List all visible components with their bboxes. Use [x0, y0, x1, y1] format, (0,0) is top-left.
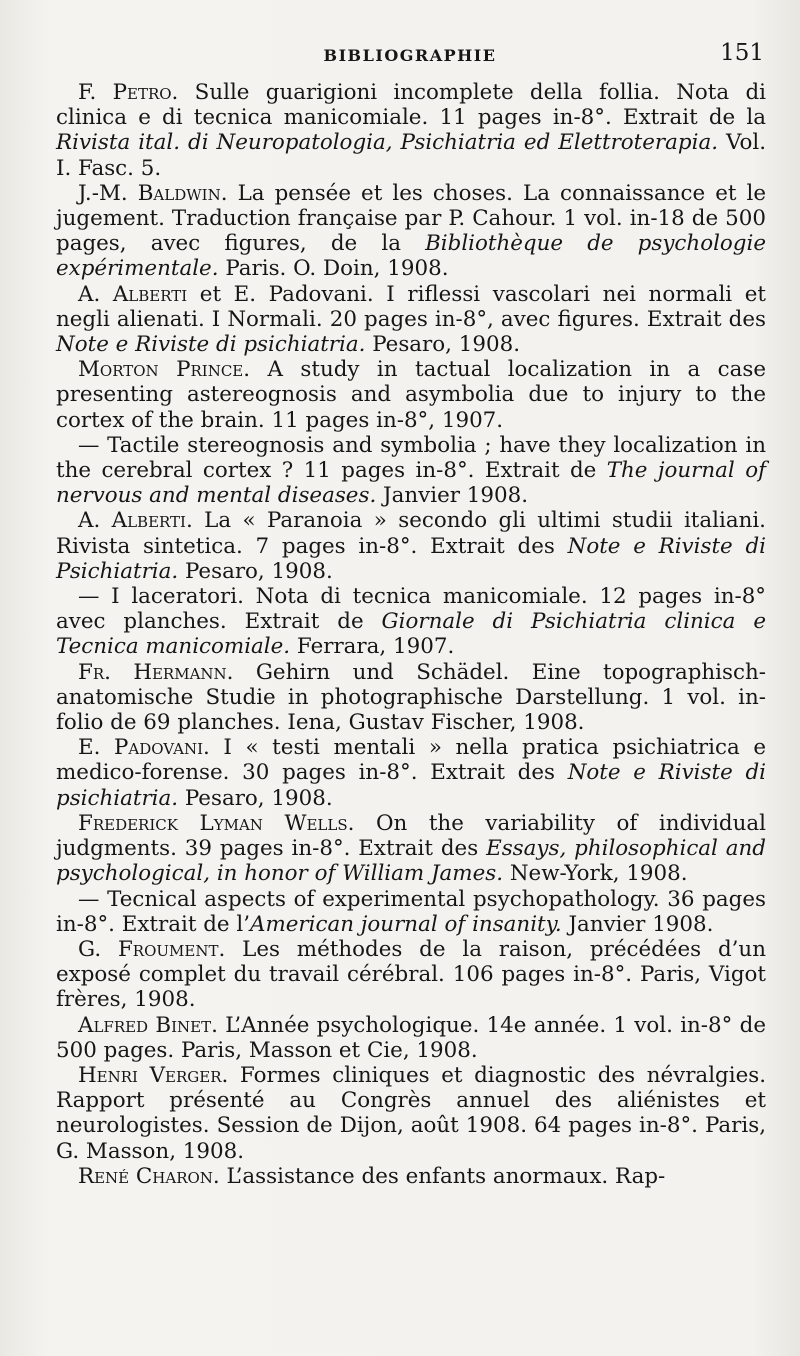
entry-imprint: Janvier 1908. — [376, 483, 529, 509]
bibliography-entry — [56, 181, 766, 282]
entry-author: G. Froument. — [78, 936, 226, 962]
bibliography-entry — [56, 660, 766, 736]
bibliography-entry — [56, 433, 766, 509]
bibliography-entry — [56, 735, 766, 811]
entry-text: L’Année psychologique. 14e année. 1 vol. in-8° de 500 pages. Paris, Masson et Cie, 1908. — [56, 1012, 766, 1063]
entry-work-title: The journal of nervous and mental diseases. — [56, 458, 766, 509]
entry-imprint: Ferrara, 1907. — [290, 634, 455, 660]
bibliography-entry — [56, 811, 766, 887]
entry-text: A study in tactual localization in a case presenting astereognosis and asymbolia due to injury to the cortex of the brain. 11 pages in-8°, 1907. — [56, 357, 767, 433]
bibliography-entry — [56, 282, 766, 358]
entry-work-title: Giornale di Psichiatria clinica e Tecnica manicomiale. — [56, 609, 766, 660]
bibliography-entry — [56, 357, 766, 433]
entry-work-title: Rivista ital. di Neuropatologia, Psichiatria ed Elettroterapia. — [56, 130, 718, 156]
entry-text: Gehirn und Schädel. Eine topographisch-anatomische Studie in photographische Darstellung. 1 vol. in-folio de 69 planches. Iena, Gustav Fischer, 1908. — [56, 659, 766, 736]
entry-imprint: Paris. O. Doin, 1908. — [218, 256, 449, 282]
entry-text: On the variability of individual judgments. 39 pages in-8°. Extrait des — [56, 810, 766, 862]
entry-work-title: Bibliothèque de psychologie expérimentale. — [56, 231, 766, 282]
entry-text: I « testi mentali » nella pratica psichiatrica e medico-forense. 30 pages in-8°. Extrait des — [56, 735, 766, 786]
entry-author: A. Alberti — [78, 281, 188, 307]
bibliography-entry — [56, 1013, 766, 1063]
entry-text: Les méthodes de la raison, précédées d’un exposé complet du travail cérébral. 106 pages in-8°. Paris, Vigot frères, 1908. — [56, 936, 766, 1013]
entry-author: Morton Prince. — [78, 357, 251, 383]
entry-text: — Tecnical aspects of experimental psychopathology. 36 pages in-8°. Extrait de l’ — [56, 886, 766, 937]
entry-author: Henri Verger. — [78, 1062, 229, 1088]
entry-work-title: American journal of insanity. — [250, 911, 562, 937]
entry-author: Alfred Binet. — [78, 1012, 218, 1038]
entry-author: René Charon. — [78, 1163, 220, 1189]
entry-work-title: Note e Riviste di psichiatria. — [56, 332, 366, 358]
entry-author: Fr. Hermann. — [78, 659, 234, 685]
entry-imprint: Pesaro, 1908. — [365, 332, 520, 358]
entry-text: et E. Padovani. I riflessi vascolari nei normali et negli alienati. I Normali. 20 pages in-8°, avec figures. Extrait des — [56, 281, 767, 332]
entry-author: A. Alberti. — [78, 508, 193, 534]
entry-work-title: Note e Riviste di Psichiatria. — [56, 533, 767, 584]
entry-imprint: Pesaro, 1908. — [178, 785, 333, 811]
entry-imprint: Vol. I. Fasc. 5. — [56, 130, 766, 181]
entry-text: La « Paranoia » secondo gli ultimi studii italiani. Rivista sintetica. 7 pages in-8°. Extrait des — [56, 508, 766, 559]
entry-author: F. Petro. — [78, 80, 179, 105]
bibliography-entry — [56, 584, 766, 660]
entry-imprint: Pesaro, 1908. — [178, 558, 333, 584]
page-header — [56, 38, 764, 70]
bibliography-entry — [56, 1063, 766, 1164]
bibliography-entry — [56, 80, 766, 181]
page-number: 151 — [720, 40, 764, 66]
entry-text: L’assistance des enfants anormaux. Rap- — [219, 1163, 666, 1189]
entry-text: Formes cliniques et diagnostic des névralgies. Rapport présenté au Congrès annuel des aliénistes et neurologistes. Session de Dijon, août 1908. 64 pages in-8°. Paris, G. Masson, 1908. — [56, 1062, 766, 1164]
bibliography-list — [56, 80, 766, 1189]
entry-text: — I laceratori. Nota di tecnica manicomiale. 12 pages in-8° avec planches. Extrait de — [56, 584, 766, 635]
entry-author: E. Padovani. — [78, 735, 210, 761]
entry-author: J.-M. Baldwin. — [78, 180, 228, 206]
running-title: BIBLIOGRAPHIE — [323, 46, 497, 65]
bibliography-entry — [56, 937, 766, 1013]
bibliography-entry — [56, 887, 766, 937]
entry-text: La pensée et les choses. La connaissance et le jugement. Traduction française par P. Cahour. 1 vol. in-18 de 500 pages, avec figures, de la — [56, 180, 767, 257]
bibliography-entry — [56, 1164, 766, 1189]
entry-author: Frederick Lyman Wells. — [78, 810, 355, 836]
entry-imprint: Janvier 1908. — [561, 911, 714, 937]
entry-text: — Tactile stereognosis and symbolia ; have they localization in the cerebral cortex ? 11 pages in-8°. Extrait de — [56, 432, 766, 484]
entry-work-title: Essays, philosophical and psychological, in honor of William James. — [56, 836, 766, 887]
entry-text: Sulle guarigioni incomplete della follia. Nota di clinica e di tecnica manicomiale. 11 pages in-8°. Extrait de la — [56, 80, 766, 131]
entry-imprint: New-York, 1908. — [503, 861, 688, 887]
bibliography-entry — [56, 508, 766, 584]
entry-work-title: Note e Riviste di psichiatria. — [56, 760, 766, 811]
